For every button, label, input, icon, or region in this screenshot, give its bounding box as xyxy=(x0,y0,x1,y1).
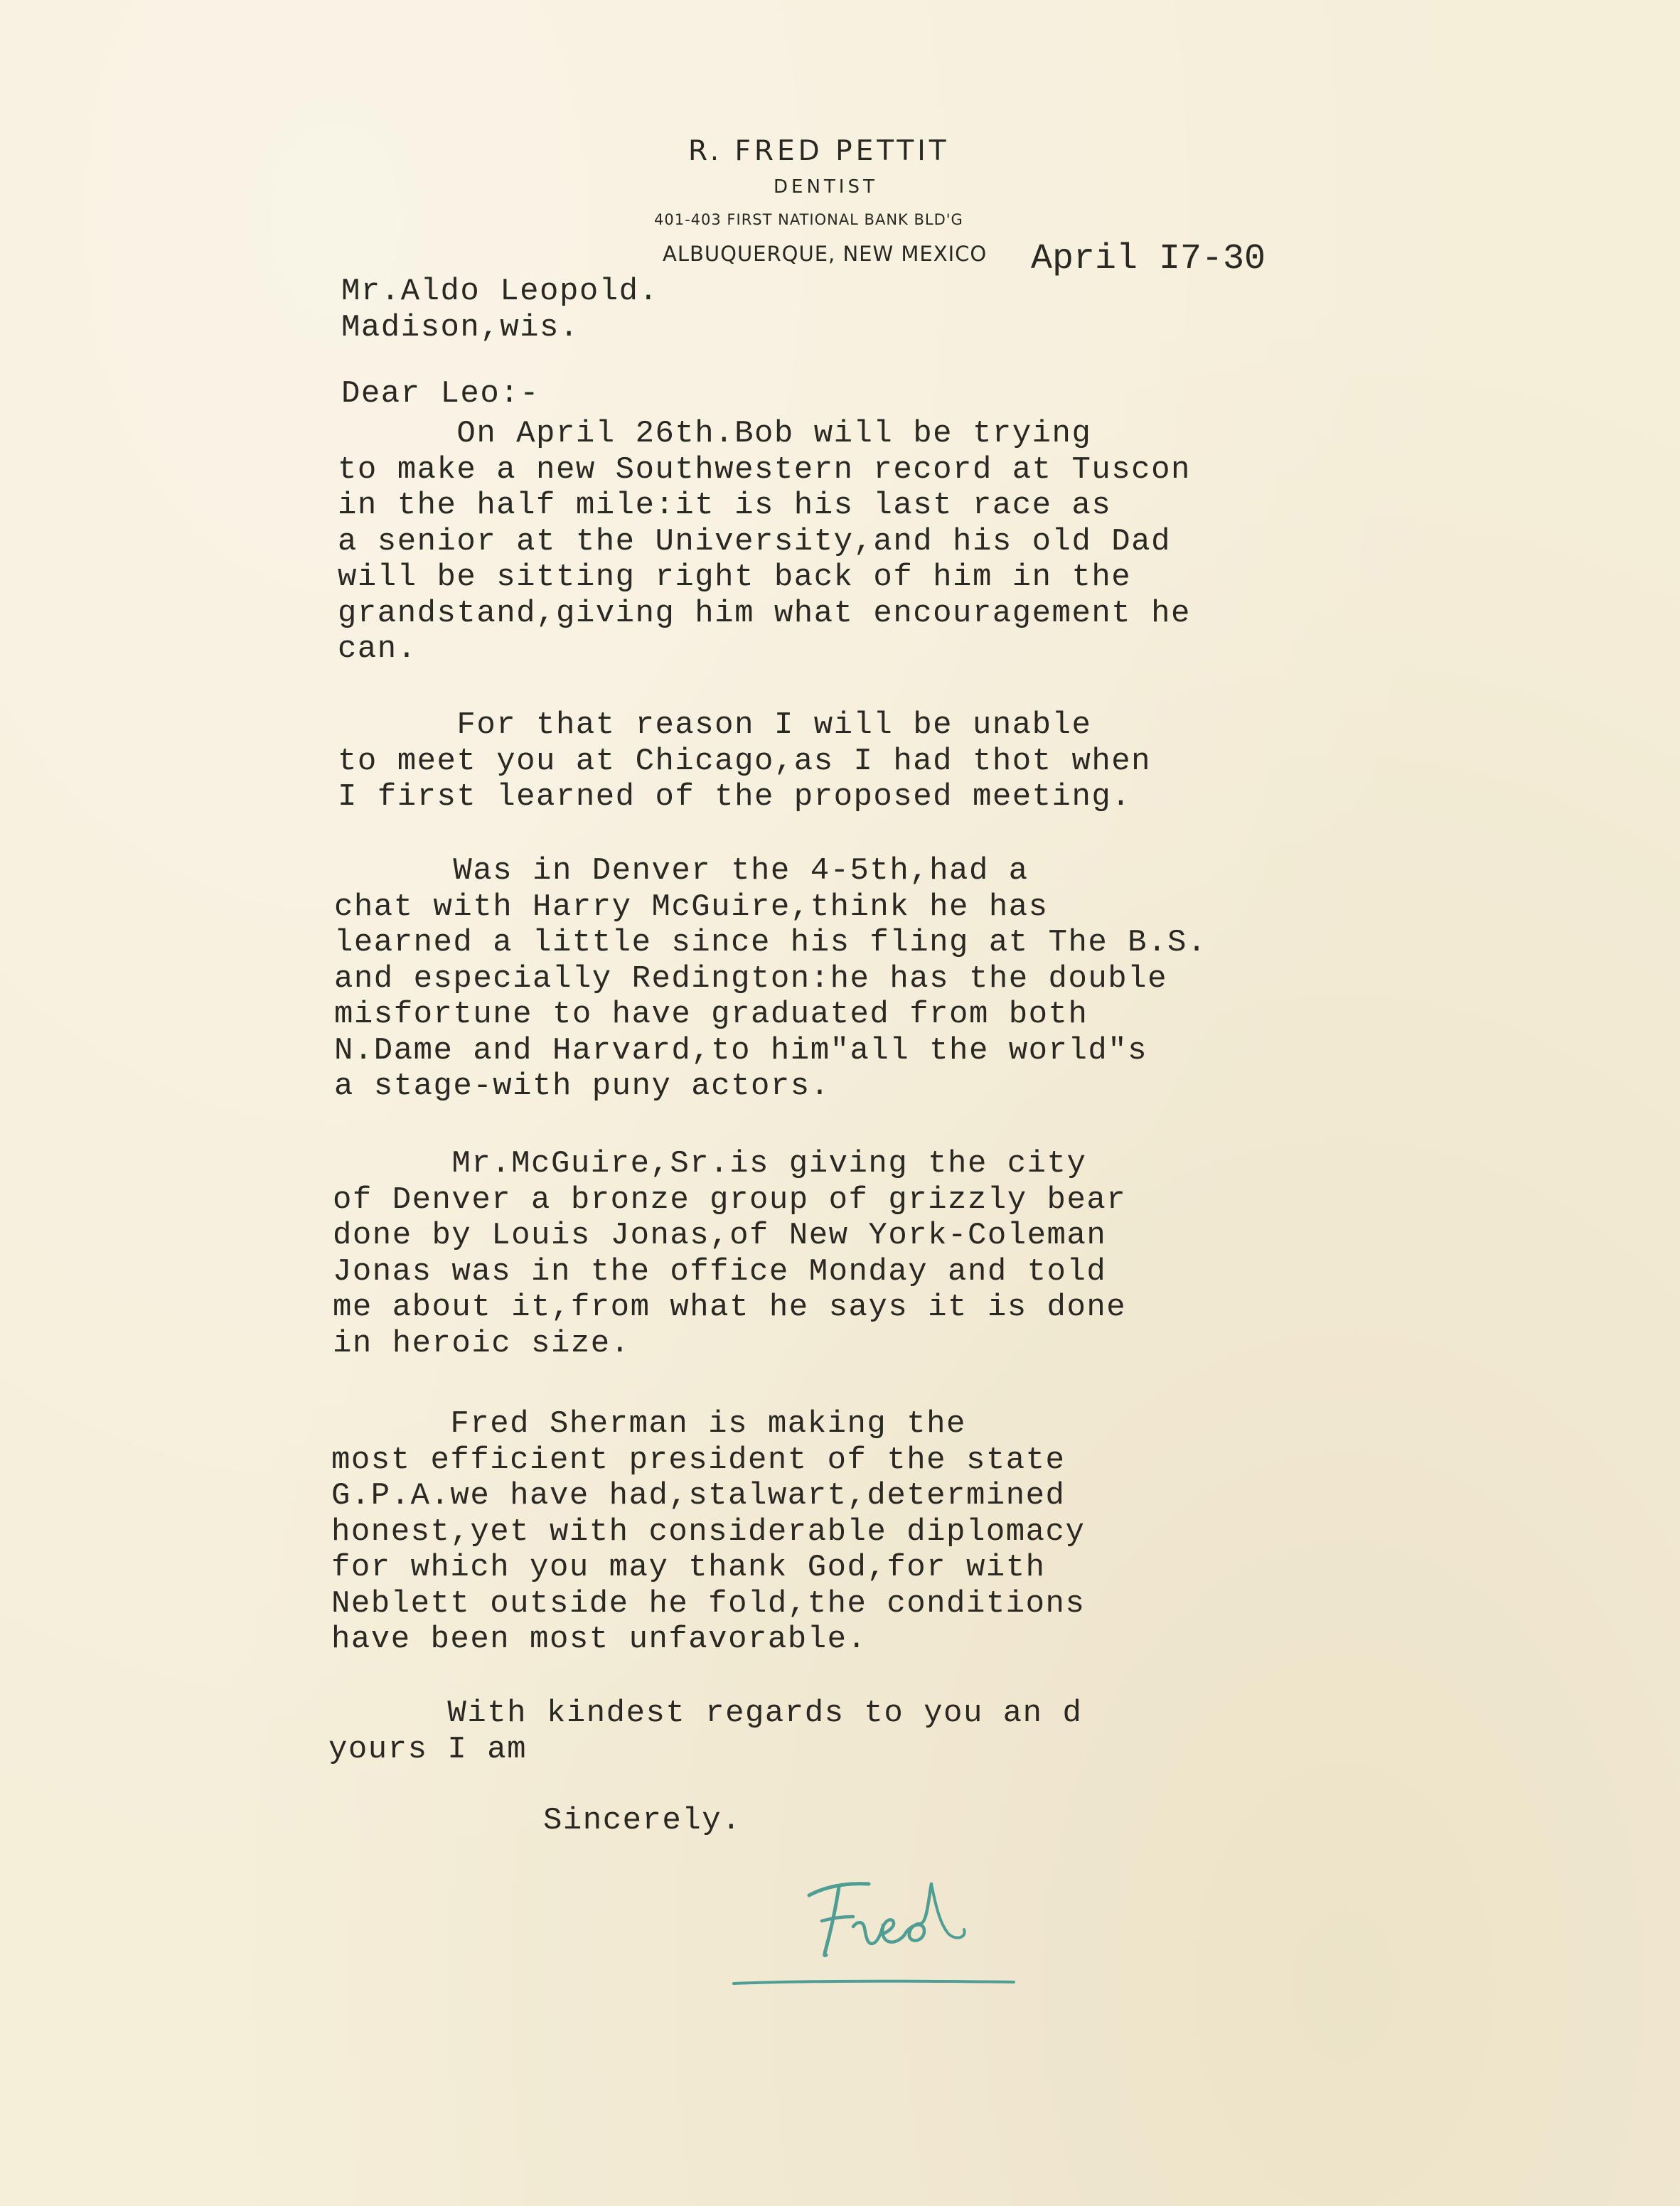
letterhead-city: ALBUQUERQUE, NEW MEXICO xyxy=(663,242,988,266)
body-line: Fred Sherman is making the xyxy=(331,1406,966,1442)
body-paragraph xyxy=(331,1406,1085,1658)
letterhead-name: R. FRED PETTIT xyxy=(688,135,950,167)
body-line: done by Louis Jonas,of New York-Coleman xyxy=(333,1218,1107,1253)
body-line: N.Dame and Harvard,to him"all the world"s xyxy=(334,1032,1148,1069)
body-line: Neblett outside he fold,the conditions xyxy=(331,1585,1086,1622)
body-line: grandstand,giving him what encouragement he xyxy=(338,595,1191,631)
body-line: chat with Harry McGuire,think he has xyxy=(334,889,1049,925)
body-line: me about it,from what he says it is done xyxy=(333,1290,1127,1325)
body-paragraph xyxy=(334,853,1207,1105)
body-line: of Denver a bronze group of grizzly bear xyxy=(333,1182,1127,1218)
recipient-name: Mr.Aldo Leopold. xyxy=(341,274,659,309)
closing: Sincerely. xyxy=(543,1803,742,1838)
body-line: On April 26th.Bob will be trying xyxy=(338,416,1092,451)
body-line: Mr.McGuire,Sr.is giving the city xyxy=(333,1146,1087,1182)
body-line: most efficient president of the state xyxy=(331,1442,1066,1478)
body-line: G.P.A.we have had,stalwart,determined xyxy=(331,1478,1066,1514)
letter-date: April I7-30 xyxy=(1031,239,1266,279)
body-line: honest,yet with considerable diplomacy xyxy=(331,1514,1086,1550)
body-line: a senior at the University,and his old Dad xyxy=(338,523,1171,559)
body-paragraph xyxy=(338,416,1191,668)
handwritten-signature xyxy=(718,1856,1045,1991)
recipient-city: Madison,wis. xyxy=(341,310,579,346)
body-paragraph xyxy=(338,707,1151,815)
body-line: can. xyxy=(338,631,417,667)
body-line: Was in Denver the 4-5th,had a xyxy=(334,853,1029,889)
body-line: have been most unfavorable. xyxy=(331,1622,867,1657)
letterhead-profession: DENTIST xyxy=(774,176,878,198)
body-line: misfortune to have graduated from both xyxy=(334,997,1088,1032)
body-line: to make a new Southwestern record at Tuscon xyxy=(338,451,1191,488)
body-paragraph xyxy=(328,1696,1082,1767)
body-line: to meet you at Chicago,as I had thot when xyxy=(338,743,1152,779)
body-line: Jonas was in the office Monday and told xyxy=(333,1253,1107,1290)
body-line: will be sitting right back of him in the xyxy=(338,559,1132,595)
body-line: and especially Redington:he has the double xyxy=(334,960,1167,997)
body-line: yours I am xyxy=(328,1731,528,1767)
body-line: I first learned of the proposed meeting. xyxy=(338,779,1132,815)
body-line: in heroic size. xyxy=(333,1325,631,1361)
salutation: Dear Leo:- xyxy=(341,376,540,412)
body-line: for which you may thank God,for with xyxy=(331,1550,1046,1585)
letterhead-address: 401-403 FIRST NATIONAL BANK BLD'G xyxy=(654,211,963,228)
body-paragraph xyxy=(333,1146,1126,1361)
body-line: a stage-with puny actors. xyxy=(334,1069,830,1104)
body-line: With kindest regards to you an d xyxy=(328,1696,1083,1731)
body-line: in the half mile:it is his last race as xyxy=(338,488,1112,523)
body-line: For that reason I will be unable xyxy=(338,707,1092,743)
body-line: learned a little since his fling at The B.S. xyxy=(334,925,1207,960)
